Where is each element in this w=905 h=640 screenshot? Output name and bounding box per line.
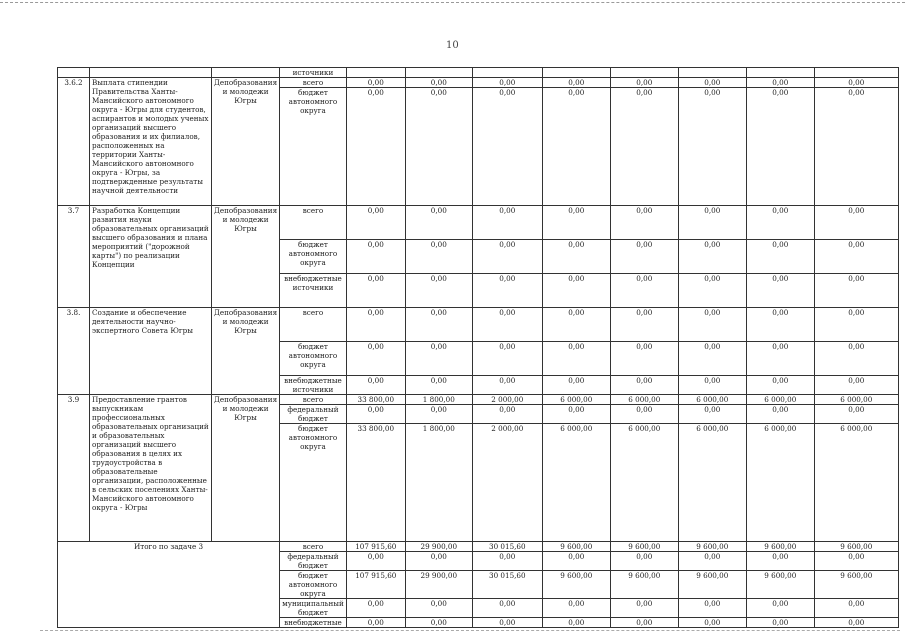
amount-cell: 0,00 — [542, 78, 610, 88]
amount-cell: 0,00 — [346, 308, 405, 342]
row-number: 3.9 — [58, 395, 90, 542]
empty-cell — [90, 68, 212, 78]
amount-cell: 0,00 — [814, 206, 898, 240]
source-cell: источники — [280, 68, 347, 78]
empty-cell — [472, 68, 542, 78]
amount-cell: 29 900,00 — [405, 542, 472, 552]
funding-source: бюджет автономного округа — [280, 240, 347, 274]
amount-cell: 0,00 — [472, 308, 542, 342]
amount-cell: 6 000,00 — [542, 395, 610, 405]
empty-cell — [678, 68, 746, 78]
amount-cell: 0,00 — [405, 88, 472, 206]
funding-source: муниципальный бюджет — [280, 599, 347, 618]
amount-cell: 9 600,00 — [542, 571, 610, 599]
amount-cell: 0,00 — [610, 342, 678, 376]
amount-cell: 30 015,60 — [472, 542, 542, 552]
empty-cell — [346, 68, 405, 78]
amount-cell: 0,00 — [346, 274, 405, 308]
amount-cell: 0,00 — [814, 552, 898, 571]
amount-cell: 0,00 — [610, 405, 678, 424]
empty-cell — [610, 68, 678, 78]
amount-cell: 0,00 — [678, 308, 746, 342]
executor: Депобразования и молодежи Югры — [212, 78, 280, 206]
amount-cell: 9 600,00 — [610, 542, 678, 552]
amount-cell: 0,00 — [542, 206, 610, 240]
amount-cell: 0,00 — [746, 78, 814, 88]
page-number: 10 — [446, 40, 459, 51]
amount-cell: 0,00 — [814, 342, 898, 376]
amount-cell: 0,00 — [678, 78, 746, 88]
amount-cell: 0,00 — [472, 405, 542, 424]
amount-cell: 0,00 — [472, 206, 542, 240]
amount-cell: 0,00 — [746, 240, 814, 274]
amount-cell: 0,00 — [610, 618, 678, 628]
amount-cell: 0,00 — [346, 618, 405, 628]
amount-cell: 0,00 — [610, 88, 678, 206]
amount-cell: 0,00 — [746, 376, 814, 395]
amount-cell: 6 000,00 — [678, 424, 746, 542]
empty-cell — [746, 68, 814, 78]
amount-cell: 0,00 — [405, 552, 472, 571]
amount-cell: 0,00 — [346, 599, 405, 618]
amount-cell: 0,00 — [746, 88, 814, 206]
table-row — [58, 68, 899, 78]
amount-cell: 107 915,60 — [346, 571, 405, 599]
amount-cell: 0,00 — [346, 405, 405, 424]
amount-cell: 0,00 — [746, 308, 814, 342]
amount-cell: 6 000,00 — [678, 395, 746, 405]
budget-table — [57, 67, 899, 628]
amount-cell: 0,00 — [678, 599, 746, 618]
amount-cell: 0,00 — [472, 618, 542, 628]
amount-cell: 0,00 — [610, 376, 678, 395]
amount-cell: 0,00 — [405, 240, 472, 274]
amount-cell: 0,00 — [542, 240, 610, 274]
amount-cell: 0,00 — [472, 552, 542, 571]
amount-cell: 0,00 — [610, 308, 678, 342]
amount-cell: 0,00 — [746, 206, 814, 240]
amount-cell: 0,00 — [542, 88, 610, 206]
amount-cell: 0,00 — [610, 78, 678, 88]
amount-cell: 0,00 — [346, 88, 405, 206]
amount-cell: 0,00 — [405, 342, 472, 376]
measure-name: Разработка Концепции развития науки образовательных организаций высшего образования и плана мероприятий ("дорожной карты") по реализации Концепции — [90, 206, 212, 308]
amount-cell: 0,00 — [746, 342, 814, 376]
amount-cell: 0,00 — [405, 206, 472, 240]
table-row — [58, 206, 899, 240]
amount-cell: 0,00 — [678, 240, 746, 274]
funding-source: внебюджетные — [280, 618, 347, 628]
funding-source: всего — [280, 308, 347, 342]
amount-cell: 0,00 — [405, 78, 472, 88]
amount-cell: 0,00 — [405, 274, 472, 308]
row-number: 3.6.2 — [58, 78, 90, 206]
amount-cell: 0,00 — [746, 599, 814, 618]
amount-cell: 0,00 — [746, 405, 814, 424]
amount-cell: 2 000,00 — [472, 424, 542, 542]
amount-cell: 0,00 — [678, 88, 746, 206]
amount-cell: 0,00 — [346, 552, 405, 571]
amount-cell: 0,00 — [814, 78, 898, 88]
amount-cell: 0,00 — [472, 240, 542, 274]
amount-cell: 6 000,00 — [542, 424, 610, 542]
amount-cell: 0,00 — [405, 376, 472, 395]
amount-cell: 2 000,00 — [472, 395, 542, 405]
amount-cell: 0,00 — [814, 240, 898, 274]
amount-cell: 9 600,00 — [542, 542, 610, 552]
empty-cell — [58, 68, 90, 78]
empty-cell — [814, 68, 898, 78]
amount-cell: 0,00 — [678, 206, 746, 240]
funding-source: внебюджетные источники — [280, 376, 347, 395]
funding-source: бюджет автономного округа — [280, 424, 347, 542]
executor: Депобразования и молодежи Югры — [212, 206, 280, 308]
amount-cell: 1 800,00 — [405, 395, 472, 405]
amount-cell: 0,00 — [814, 274, 898, 308]
measure-name: Создание и обеспечение деятельности научно-экспертного Совета Югры — [90, 308, 212, 395]
row-number: 3.8. — [58, 308, 90, 395]
amount-cell: 0,00 — [678, 342, 746, 376]
funding-source: бюджет автономного округа — [280, 88, 347, 206]
amount-cell: 6 000,00 — [610, 395, 678, 405]
amount-cell: 0,00 — [610, 599, 678, 618]
amount-cell: 0,00 — [610, 206, 678, 240]
amount-cell: 0,00 — [346, 240, 405, 274]
amount-cell: 0,00 — [346, 342, 405, 376]
measure-name: Предоставление грантов выпускникам профессиональных образовательных организаций и образовательных организаций высшего образования в целях их трудоустройства в образовательные организации, расположенные в сельских поселениях Ханты-Мансийского автономного округа - Югры — [90, 395, 212, 542]
table-row — [58, 78, 899, 88]
amount-cell: 0,00 — [542, 618, 610, 628]
amount-cell: 0,00 — [472, 376, 542, 395]
amount-cell: 9 600,00 — [746, 571, 814, 599]
amount-cell: 0,00 — [472, 599, 542, 618]
amount-cell: 0,00 — [678, 552, 746, 571]
funding-source: всего — [280, 395, 347, 405]
amount-cell: 0,00 — [746, 552, 814, 571]
amount-cell: 0,00 — [405, 618, 472, 628]
amount-cell: 0,00 — [542, 308, 610, 342]
amount-cell: 0,00 — [678, 376, 746, 395]
amount-cell: 0,00 — [472, 342, 542, 376]
empty-cell — [405, 68, 472, 78]
amount-cell: 6 000,00 — [814, 424, 898, 542]
amount-cell: 0,00 — [405, 599, 472, 618]
amount-cell: 0,00 — [746, 274, 814, 308]
amount-cell: 0,00 — [542, 376, 610, 395]
amount-cell: 0,00 — [678, 274, 746, 308]
amount-cell: 33 800,00 — [346, 395, 405, 405]
amount-cell: 30 015,60 — [472, 571, 542, 599]
funding-source: всего — [280, 542, 347, 552]
amount-cell: 9 600,00 — [610, 571, 678, 599]
amount-cell: 0,00 — [678, 405, 746, 424]
amount-cell: 0,00 — [814, 376, 898, 395]
empty-cell — [542, 68, 610, 78]
table-row — [58, 395, 899, 405]
amount-cell: 0,00 — [472, 78, 542, 88]
amount-cell: 0,00 — [542, 599, 610, 618]
amount-cell: 0,00 — [814, 618, 898, 628]
amount-cell: 29 900,00 — [405, 571, 472, 599]
amount-cell: 9 600,00 — [814, 571, 898, 599]
amount-cell: 107 915,60 — [346, 542, 405, 552]
total-label: Итого по задаче 3 — [58, 542, 280, 628]
funding-source: федеральный бюджет — [280, 405, 347, 424]
empty-cell — [212, 68, 280, 78]
executor: Депобразования и молодежи Югры — [212, 395, 280, 542]
amount-cell: 0,00 — [610, 240, 678, 274]
row-number: 3.7 — [58, 206, 90, 308]
executor: Депобразования и молодежи Югры — [212, 308, 280, 395]
table-row — [58, 542, 899, 552]
amount-cell: 0,00 — [542, 274, 610, 308]
amount-cell: 9 600,00 — [814, 542, 898, 552]
funding-source: внебюджетные источники — [280, 274, 347, 308]
amount-cell: 0,00 — [405, 405, 472, 424]
amount-cell: 0,00 — [472, 274, 542, 308]
amount-cell: 1 800,00 — [405, 424, 472, 542]
amount-cell: 0,00 — [746, 618, 814, 628]
amount-cell: 6 000,00 — [610, 424, 678, 542]
funding-source: всего — [280, 78, 347, 88]
amount-cell: 0,00 — [346, 206, 405, 240]
amount-cell: 0,00 — [814, 308, 898, 342]
amount-cell: 6 000,00 — [746, 424, 814, 542]
amount-cell: 0,00 — [814, 405, 898, 424]
amount-cell: 6 000,00 — [814, 395, 898, 405]
amount-cell: 6 000,00 — [746, 395, 814, 405]
amount-cell: 0,00 — [814, 88, 898, 206]
amount-cell: 9 600,00 — [746, 542, 814, 552]
funding-source: бюджет автономного округа — [280, 342, 347, 376]
funding-source: федеральный бюджет — [280, 552, 347, 571]
amount-cell: 0,00 — [346, 376, 405, 395]
table-row — [58, 308, 899, 342]
amount-cell: 0,00 — [814, 599, 898, 618]
amount-cell: 0,00 — [542, 342, 610, 376]
amount-cell: 0,00 — [610, 552, 678, 571]
funding-source: бюджет автономного округа — [280, 571, 347, 599]
amount-cell: 0,00 — [678, 618, 746, 628]
amount-cell: 0,00 — [472, 88, 542, 206]
amount-cell: 9 600,00 — [678, 571, 746, 599]
measure-name: Выплата стипендии Правительства Ханты-Мансийского автономного округа - Югры для студентов, аспирантов и молодых ученых организаций высшего образования и их филиалов, расположенных на территории Ханты-Мансийского автономного округа - Югры, за подтвержденные результаты научной деятельности — [90, 78, 212, 206]
amount-cell: 0,00 — [610, 274, 678, 308]
amount-cell: 33 800,00 — [346, 424, 405, 542]
top-scan-line — [0, 2, 905, 3]
amount-cell: 9 600,00 — [678, 542, 746, 552]
amount-cell: 0,00 — [346, 78, 405, 88]
amount-cell: 0,00 — [542, 405, 610, 424]
amount-cell: 0,00 — [405, 308, 472, 342]
amount-cell: 0,00 — [542, 552, 610, 571]
funding-source: всего — [280, 206, 347, 240]
bottom-scan-line — [40, 630, 900, 631]
